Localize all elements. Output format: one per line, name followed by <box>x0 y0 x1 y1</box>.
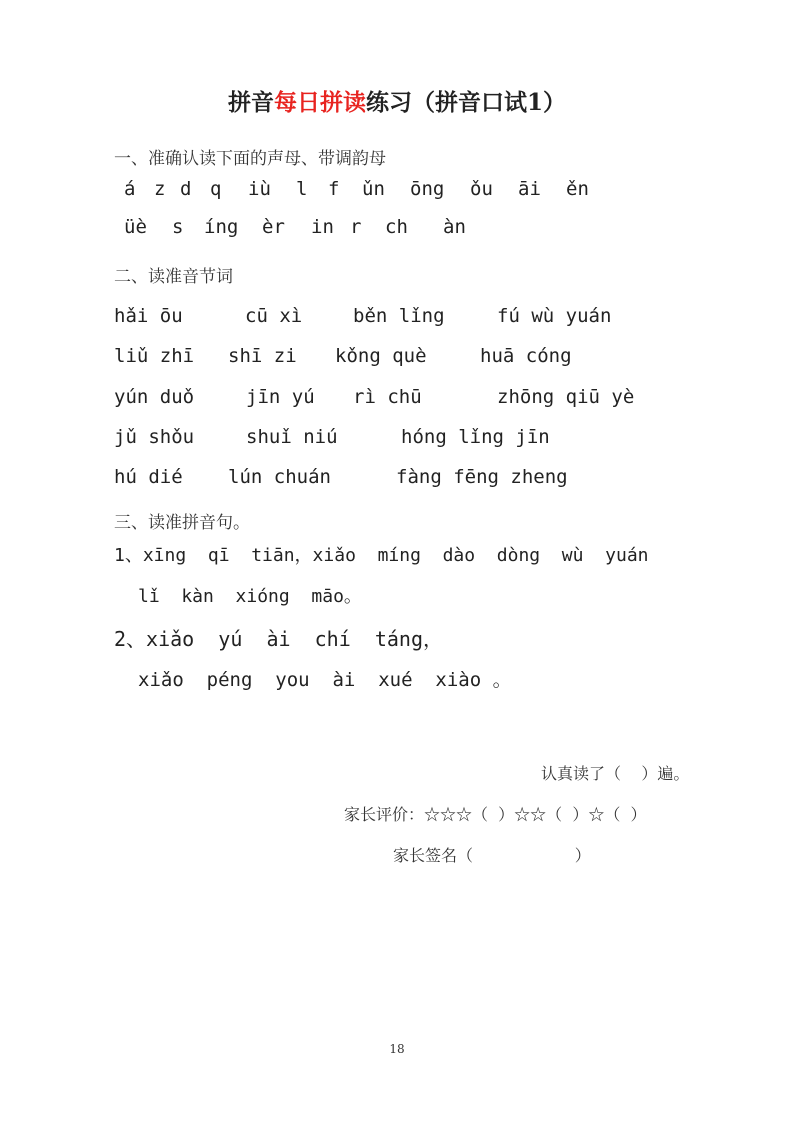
pinyin-item: ǔn <box>362 178 385 200</box>
pinyin-item: s <box>172 216 184 238</box>
pinyin-item: ōng <box>410 178 445 200</box>
word-item: lún chuán <box>228 466 331 488</box>
pinyin-item: z <box>154 178 166 200</box>
word-item: cū xì <box>245 305 303 327</box>
section3-heading: 三、读准拼音句。 <box>114 513 250 533</box>
pinyin-item: iù <box>248 178 271 200</box>
word-item: jīn yú <box>246 386 315 408</box>
title-part-3: 练习（拼音口试1） <box>365 89 566 116</box>
pinyin-item: l <box>296 178 308 200</box>
word-item: hú dié <box>114 466 183 488</box>
pinyin-item: íng <box>204 216 239 238</box>
word-item: shuǐ niú <box>246 426 338 448</box>
word-item: zhōng qiū yè <box>497 386 635 408</box>
pinyin-item: á <box>124 178 136 200</box>
pinyin-item: q <box>210 178 222 200</box>
word-item: fú wù yuán <box>497 305 612 327</box>
section1-row1 <box>124 178 589 200</box>
word-item: běn lǐng <box>353 305 445 327</box>
title-highlight: 每日拼读 <box>273 89 366 116</box>
word-item: shī zi <box>228 345 297 367</box>
read-times-note: 认真读了（ ）遍。 <box>541 764 690 783</box>
sentence2-line2: xiǎo péng you ài xué xiào 。 <box>138 669 512 691</box>
pinyin-item: èr <box>262 216 285 238</box>
pinyin-item: f <box>328 178 340 200</box>
word-item: yún duǒ <box>114 386 195 408</box>
word-item: rì chū <box>353 386 422 408</box>
page-number: 18 <box>389 1042 405 1056</box>
sentence2-line1: 2、xiǎo yú ài chí táng， <box>114 627 443 651</box>
pinyin-item: ǒu <box>470 178 493 200</box>
title-part-1: 拼音 <box>227 89 274 116</box>
section1-heading: 一、准确认读下面的声母、带调韵母 <box>114 149 386 169</box>
pinyin-item: àn <box>443 216 466 238</box>
parent-signature: 家长签名（ ） <box>393 846 591 865</box>
pinyin-item: üè <box>124 216 147 238</box>
pinyin-item: d <box>180 178 192 200</box>
word-item: jǔ shǒu <box>114 426 195 448</box>
section2-heading: 二、读准音节词 <box>114 267 233 287</box>
section1-row2 <box>124 216 466 238</box>
word-item: hǎi ōu <box>114 305 183 327</box>
word-item: liǔ zhī <box>114 345 195 367</box>
parent-evaluation: 家长评价：☆☆☆（ ）☆☆（ ）☆（ ） <box>344 805 647 824</box>
pinyin-item: āi <box>518 178 541 200</box>
pinyin-item: ěn <box>566 178 589 200</box>
sentence1-line2: lǐ kàn xióng māo。 <box>138 586 362 607</box>
word-item: hóng lǐng jīn <box>401 426 550 448</box>
pinyin-item: r <box>350 216 362 238</box>
pinyin-item: ch <box>385 216 408 238</box>
pinyin-item: in <box>311 216 334 238</box>
sentence1-line1: 1、xīng qī tiān，xiǎo míng dào dòng wù yuán <box>114 545 649 566</box>
page-title <box>0 84 794 117</box>
word-item: fàng fēng zheng <box>396 466 568 488</box>
word-item: huā cóng <box>480 345 572 367</box>
word-item: kǒng què <box>335 345 427 367</box>
